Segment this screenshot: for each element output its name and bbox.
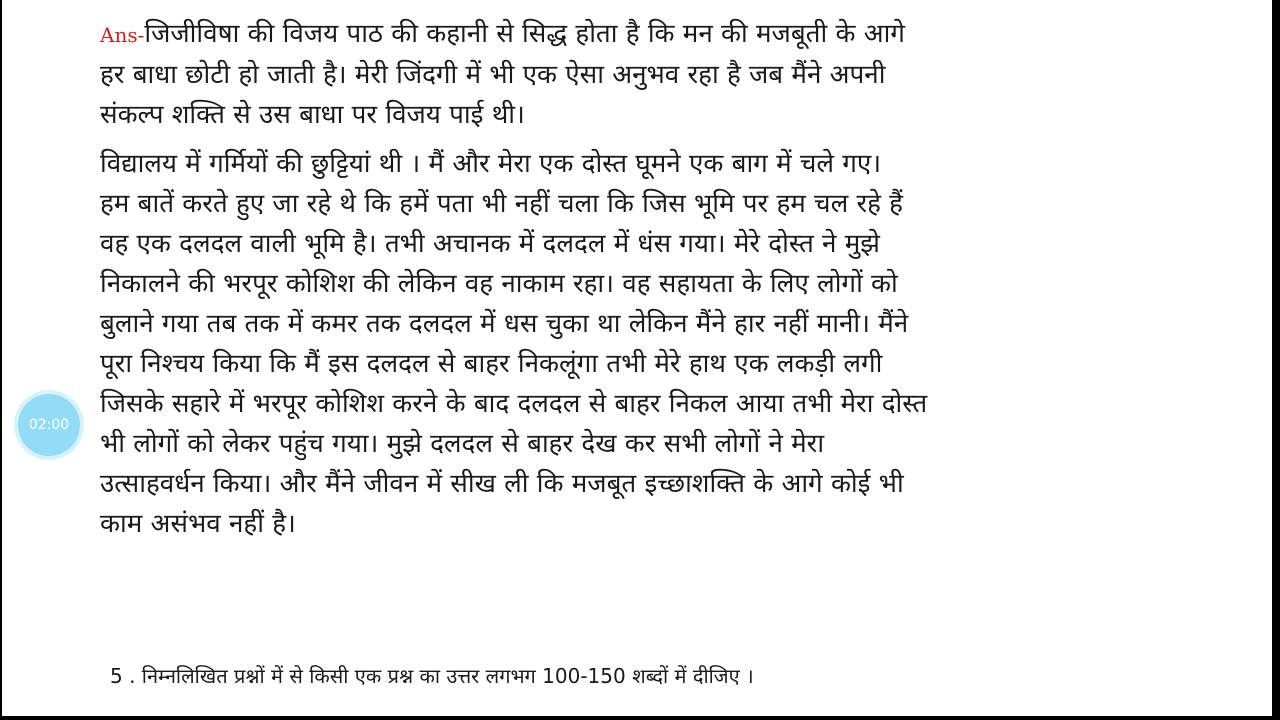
story-paragraph — [100, 144, 1260, 544]
answer-line-text: जिजीविषा की विजय पाठ की कहानी से सिद्ध होता है कि मन की मजबूती के आगे — [144, 19, 905, 49]
answer-paragraph — [100, 14, 1260, 135]
story-line: भी लोगों को लेकर पहुंच गया। मुझे दलदल से बाहर देख कर सभी लोगों ने मेरा — [100, 429, 825, 459]
story-line: हम बातें करते हुए जा रहे थे कि हमें पता भी नहीं चला कि जिस भूमि पर हम चल रहे हैं — [100, 189, 903, 219]
slide — [2, 0, 1272, 716]
story-line: जिसके सहारे में भरपूर कोशिश करने के बाद दलदल से बाहर निकल आया तभी मेरा दोस्त — [100, 389, 928, 419]
timer-badge: 02:00 — [18, 394, 80, 456]
story-line: काम असंभव नहीं है। — [100, 509, 296, 539]
story-line: उत्साहवर्धन किया। और मैंने जीवन में सीख ली कि मजबूत इच्छाशक्ति के आगे कोई भी — [100, 469, 904, 499]
story-line: बुलाने गया तब तक में कमर तक दलदल में धस चुका था लेकिन मैंने हार नहीं मानी। मैंने — [100, 309, 909, 339]
answer-line — [100, 14, 1260, 55]
answer-line: हर बाधा छोटी हो जाती है। मेरी जिंदगी में भी एक ऐसा अनुभव रहा है जब मैंने अपनी — [100, 60, 886, 90]
story-line: विद्यालय में गर्मियों की छुट्टियां थी । मैं और मेरा एक दोस्त घूमने एक बाग में चले गए। — [100, 149, 882, 179]
story-line: निकालने की भरपूर कोशिश की लेकिन वह नाकाम रहा। वह सहायता के लिए लोगों को — [100, 269, 898, 299]
story-line: वह एक दलदल वाली भूमि है। तभी अचानक में दलदल में धंस गया। मेरे दोस्त ने मुझे — [100, 229, 880, 259]
answer-line: संकल्प शक्ति से उस बाधा पर विजय पाई थी। — [100, 100, 525, 130]
story-line: पूरा निश्चय किया कि मैं इस दलदल से बाहर निकलूंगा तभी मेरे हाथ एक लकड़ी लगी — [100, 349, 883, 379]
answer-prefix: Ans- — [100, 23, 145, 47]
question-text: 5 . निम्नलिखित प्रश्नों में से किसी एक प्रश्न का उत्तर लगभग 100-150 शब्दों में दीजिए । — [110, 664, 754, 688]
